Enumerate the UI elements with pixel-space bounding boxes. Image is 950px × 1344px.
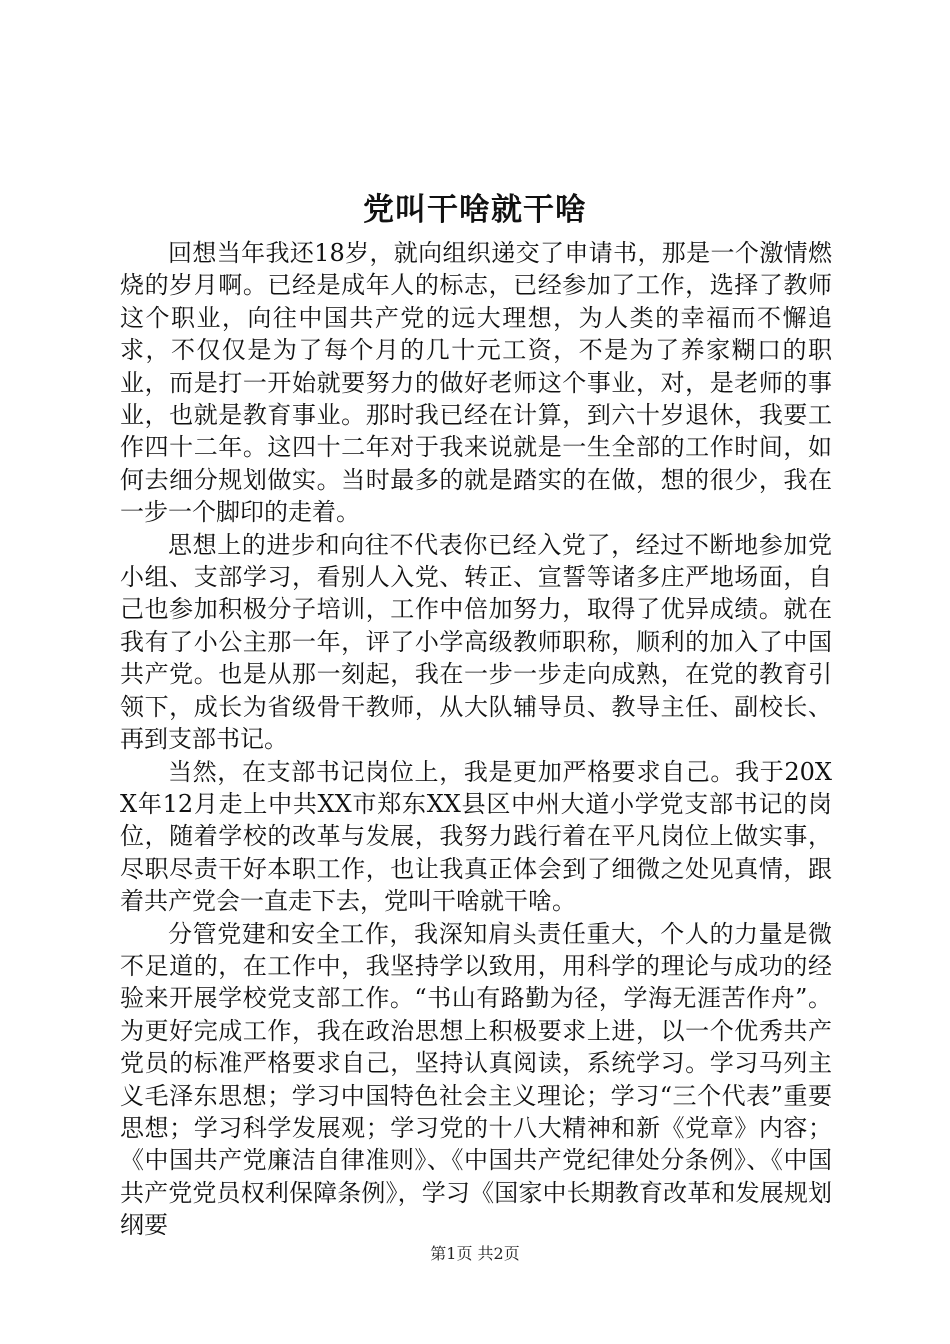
paragraph-3: 当然，在支部书记岗位上，我是更加严格要求自己。我于20XX年12月走上中共XX市郑东XX县区中州大道小学党支部书记的岗位，随着学校的改革与发展，我努力践行着在平凡岗位上做实事，尽职尽责干好本职工作，也让我真正体会到了细微之处见真情，跟着共产党会一直走下去，党叫干啥就干啥。 xyxy=(120,757,832,916)
paragraph-2: 思想上的进步和向往不代表你已经入党了，经过不断地参加党小组、支部学习，看别人入党、转正、宣誓等诸多庄严地场面，自己也参加积极分子培训，工作中倍加努力，取得了优异成绩。就在我有了小公主那一年，评了小学高级教师职称，顺利的加入了中国共产党。也是从那一刻起，我在一步一步走向成熟，在党的教育引领下，成长为省级骨干教师，从大队辅导员、教导主任、副校长、再到支部书记。 xyxy=(120,530,832,754)
document-title: 党叫干啥就干啥 xyxy=(363,192,587,228)
paragraph-1: 回想当年我还18岁，就向组织递交了申请书，那是一个激情燃烧的岁月啊。已经是成年人的标志，已经参加了工作，选择了教师这个职业，向往中国共产党的远大理想，为人类的幸福而不懈追求，不仅仅是为了每个月的几十元工资，不是为了养家糊口的职业，而是打一开始就要努力的做好老师这个事业，对，是老师的事业，也就是教育事业。那时我已经在计算，到六十岁退休，我要工作四十二年。这四十二年对于我来说就是一生全部的工作时间，如何去细分规划做实。当时最多的就是踏实的在做，想的很少，我在一步一个脚印的走着。 xyxy=(120,239,832,527)
document-body xyxy=(120,237,832,1242)
paragraph-4: 分管党建和安全工作，我深知肩头责任重大，个人的力量是微不足道的，在工作中，我坚持学以致用，用科学的理论与成功的经验来开展学校党支部工作。“书山有路勤为径，学海无涯苦作舟”。为更好完成工作，我在政治思想上积极要求上进，以一个优秀共产党员的标准严格要求自己，坚持认真阅读，系统学习。学习马列主义毛泽东思想；学习中国特色社会主义理论；学习“三个代表”重要思想；学习科学发展观；学习党的十八大精神和新《党章》内容；《中国共产党廉洁自律准则》、《中国共产党纪律处分条例》、《中国共产党党员权利保障条例》，学习《国家中长期教育改革和发展规划纲要 xyxy=(120,919,832,1240)
page-number-footer: 第1页 共2页 xyxy=(430,1244,520,1263)
